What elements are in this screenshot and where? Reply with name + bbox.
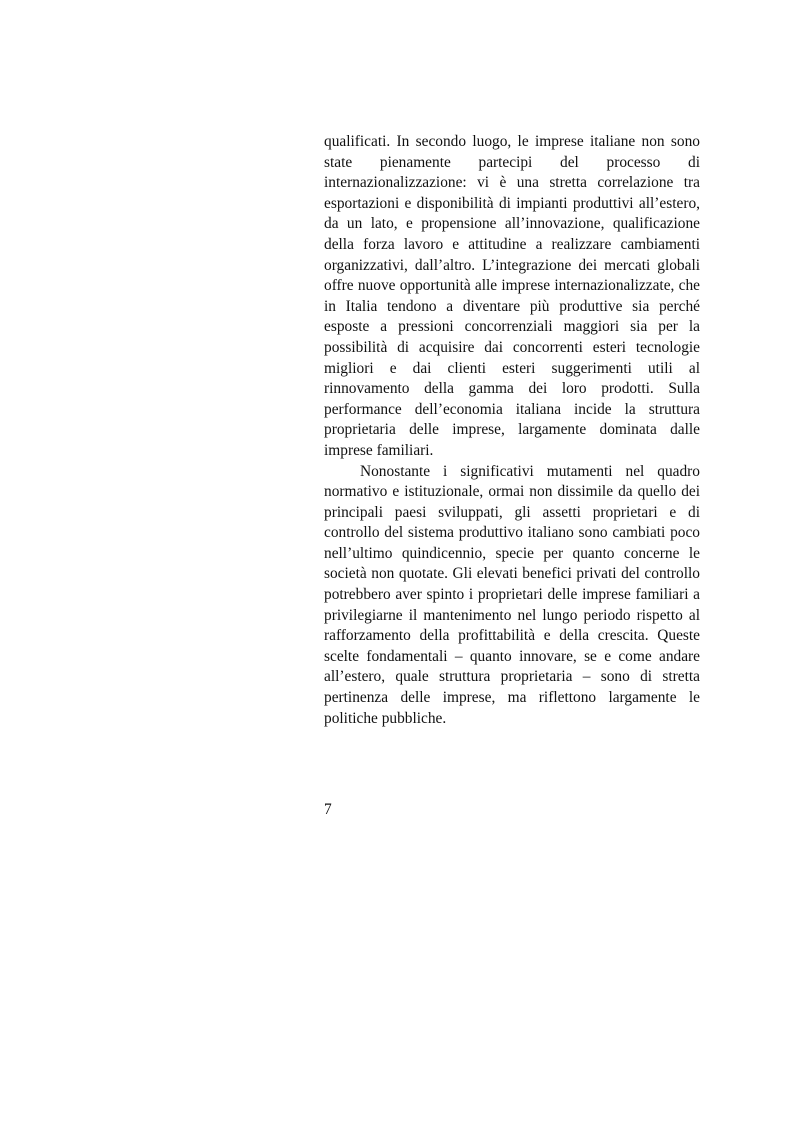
body-text: [324, 132, 700, 729]
paragraph-ownership: Nonostante i significativi mutamenti nel quadro normativo e istituzionale, ormai non dissimile da quello dei principali paesi sviluppati, gli assetti proprietari e di controllo del sistema produttivo italiano sono cambiati poco nell’ultimo quindicennio, specie per quanto concerne le società non quotate. Gli elevati benefici privati del controllo potrebbero aver spinto i proprietari delle imprese familiari a privilegiarne il mantenimento nel lungo periodo rispetto al rafforzamento della profittabilità e della crescita. Queste scelte fondamentali – quanto innovare, se e come andare all’estero, quale struttura proprietaria – sono di stretta pertinenza delle imprese, ma riflettono largamente le politiche pubbliche.: [324, 462, 700, 727]
page-number: 7: [324, 801, 332, 818]
paragraph-continuation: qualificati. In secondo luogo, le imprese italiane non sono state pienamente partecipi del processo di internazionalizzazione: vi è una stretta correlazione tra esportazioni e disponibilità di impianti produttivi all’estero, da un lato, e propensione all’innovazione, qualificazione della forza lavoro e attitudine a realizzare cambiamenti organizzativi, dall’altro. L’integrazione dei mercati globali offre nuove opportunità alle imprese internazionalizzate, che in Italia tendono a diventare più produttive sia perché esposte a pressioni concorrenziali maggiori sia per la possibilità di acquisire dai concorrenti esteri tecnologie migliori e dai clienti esteri suggerimenti utili al rinnovamento della gamma dei loro prodotti. Sulla performance dell’economia italiana incide la struttura proprietaria delle imprese, largamente dominata dalle imprese familiari.: [324, 133, 700, 459]
